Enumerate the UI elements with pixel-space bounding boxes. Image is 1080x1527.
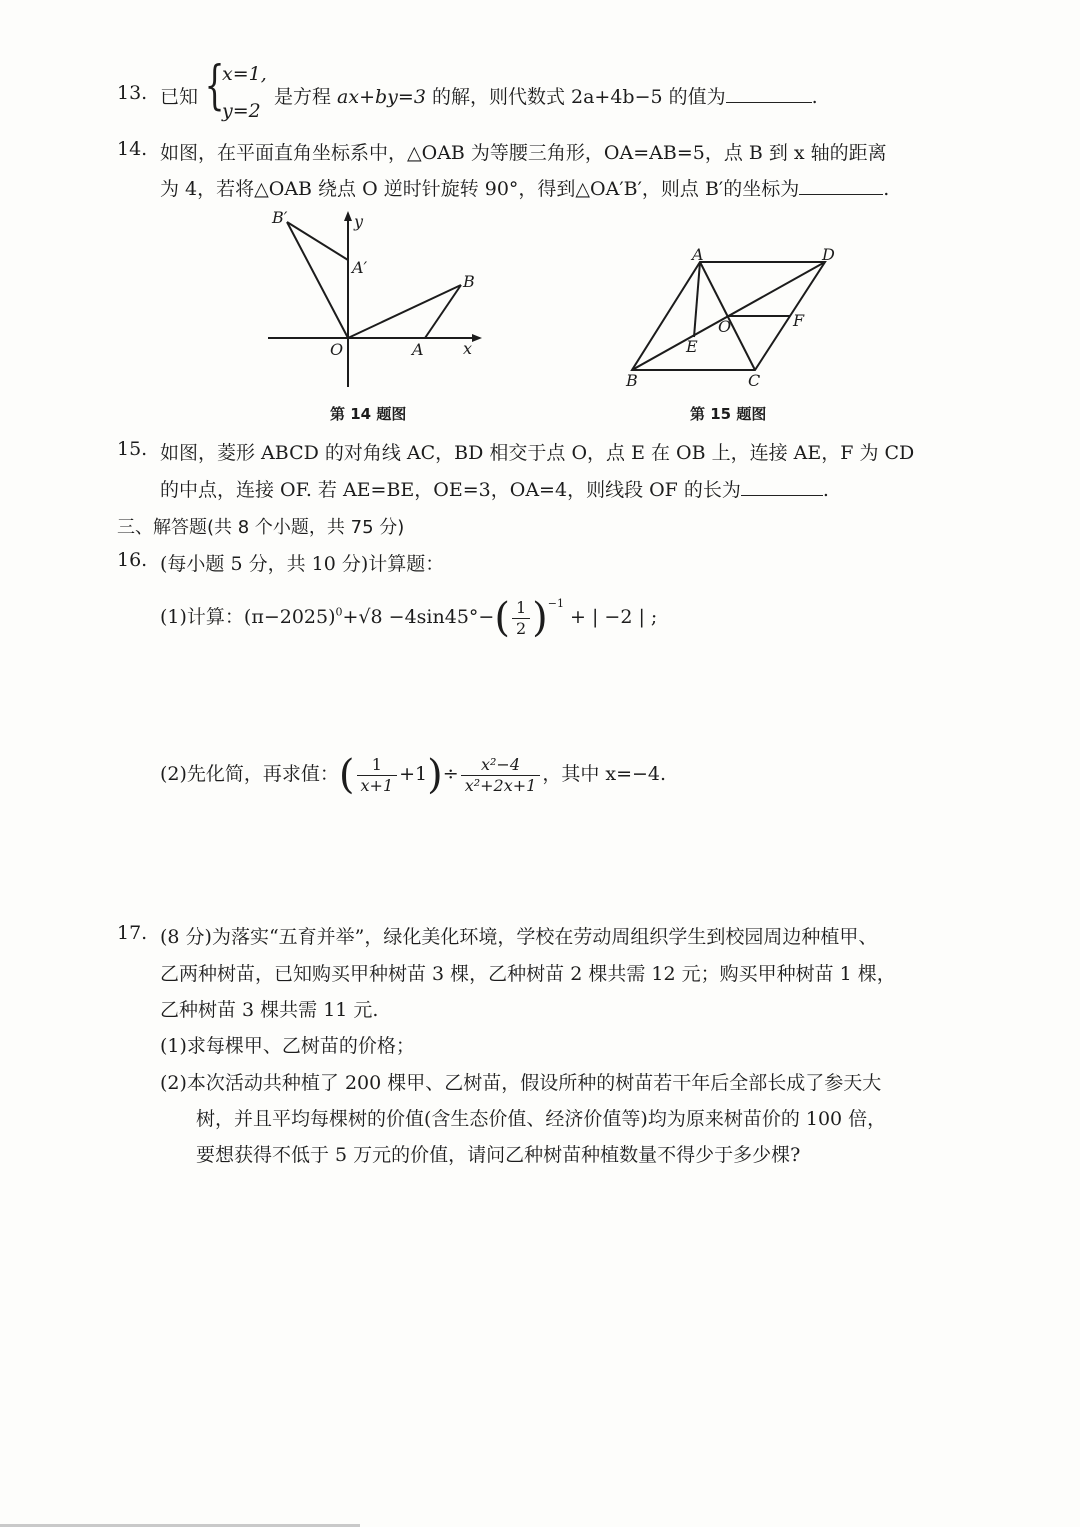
q13-body <box>274 82 818 109</box>
fig14-label-y: y <box>354 212 364 231</box>
q15-end: . <box>822 479 829 501</box>
q13-eq2: y=2 <box>222 100 261 122</box>
fig14-x-arrow <box>472 334 482 342</box>
q16-p2-div: ÷ <box>442 763 459 785</box>
fig15-segment-ae <box>694 262 700 337</box>
q13-number: 13. <box>117 82 148 104</box>
q16-p2-f1-den: x+1 <box>360 775 394 795</box>
fig14-caption: 第 14 题图 <box>330 405 407 423</box>
fig14-label-x: x <box>463 339 473 358</box>
q17-line2: 乙两种树苗，已知购买甲种树苗 3 棵，乙种树苗 2 棵共需 12 元；购买甲种树苗 1 棵， <box>160 963 896 985</box>
q16-p1-fraction <box>512 598 530 639</box>
q15-answer-blank <box>741 476 823 496</box>
q15-line2-wrap <box>160 475 829 502</box>
q14-end: . <box>883 178 890 200</box>
q13-answer-blank <box>726 83 812 103</box>
figure-15 <box>620 240 850 390</box>
fig15-label-b: B <box>626 371 638 390</box>
fig14-segment-ob-prime <box>287 222 348 338</box>
q17-number: 17. <box>117 922 148 944</box>
q16-p2-f2-num: x²−4 <box>461 755 541 776</box>
q16-number: 16. <box>117 549 148 571</box>
q16-p1-prefix: (1)计算：(π−2025) <box>160 606 336 628</box>
fig14-label-a-prime: A′ <box>352 258 368 277</box>
q15-line2: 的中点，连接 OF. 若 AE=BE，OE=3，OA=4，则线段 OF 的长为 <box>160 479 741 501</box>
q14-line2: 为 4，若将△OAB 绕点 O 逆时针旋转 90°，得到△OA′B′，则点 B′的坐标为 <box>160 178 800 200</box>
q16-p2-f2-den: x²+2x+1 <box>464 775 537 795</box>
q16-p2-fraction1 <box>357 755 398 796</box>
q16-p1-mid: +√8 −4sin45°− <box>342 606 495 628</box>
section-3-heading: 三、解答题(共 8 个小题，共 75 分) <box>117 517 405 538</box>
q16-p1-num: 1 <box>512 598 530 619</box>
q13-text-a: 是方程 <box>274 86 338 108</box>
q16-p1-exp: −1 <box>547 597 564 610</box>
q13-eq1: x=1, <box>222 63 267 85</box>
fig15-label-a: A <box>692 245 704 264</box>
fig14-label-b: B <box>463 272 475 291</box>
q16-intro: (每小题 5 分，共 10 分)计算题： <box>160 553 445 575</box>
q16-p1-exp0: 0 <box>335 605 343 619</box>
q16-part1: (1)计算：$(\pi-2025)^0+√8 -4\sin 45^\circ-$( $\frac{1}{2}$ )$^{-1}$ + | −2 | ; <box>160 595 658 641</box>
figure-14 <box>260 205 490 395</box>
q14-number: 14. <box>117 138 148 160</box>
fig15-label-f: F <box>793 311 805 330</box>
fig15-label-d: D <box>822 245 835 264</box>
q14-line1: 如图，在平面直角坐标系中，△OAB 为等腰三角形，OA=AB=5，点 B 到 x 轴的距离 <box>160 142 887 164</box>
q14-line2-wrap <box>160 174 889 201</box>
q13-end: . <box>811 86 818 108</box>
fig15-label-c: C <box>748 371 761 390</box>
q17-part2-line3: 要想获得不低于 5 万元的价值，请问乙种树苗种植数量不得少于多少棵? <box>196 1144 801 1166</box>
q13-brace: { <box>204 56 225 116</box>
q17-line1: (8 分)为落实“五育并举”，绿化美化环境，学校在劳动周组织学生到校园周边种植甲、 <box>160 926 878 948</box>
q17-part2-line2: 树，并且平均每棵树的价值(含生态价值、经济价值等)均为原来树苗价的 100 倍， <box>196 1108 887 1130</box>
fig15-label-o: O <box>718 317 732 336</box>
q13-lead: 已知 <box>160 86 199 108</box>
q16-p2-fraction2 <box>461 755 541 796</box>
fig14-label-o: O <box>330 340 344 359</box>
q16-p1-den: 2 <box>515 618 527 638</box>
fig14-label-a: A <box>412 340 424 359</box>
q17-line3: 乙种树苗 3 棵共需 11 元. <box>160 999 379 1021</box>
fig14-label-b-prime: B′ <box>272 208 288 227</box>
q13-equation: ax+by=3 <box>337 86 426 108</box>
q15-line1: 如图，菱形 ABCD 的对角线 AC，BD 相交于点 O，点 E 在 OB 上，连接 AE，F 为 CD <box>160 442 915 464</box>
q16-p2-tail: ，其中 x=−4. <box>542 763 667 785</box>
q13-text-b: 的解，则代数式 2a+4b−5 的值为 <box>425 86 726 108</box>
q14-answer-blank <box>799 175 883 195</box>
fig15-caption: 第 15 题图 <box>690 405 767 423</box>
fig15-label-e: E <box>686 337 698 356</box>
fig14-y-arrow <box>344 211 352 221</box>
q16-p2-prefix: (2)先化简，再求值： <box>160 763 339 785</box>
q15-number: 15. <box>117 438 148 460</box>
q16-p1-tail: + | −2 | ; <box>570 606 658 628</box>
q16-p2-f1-num: 1 <box>357 755 398 776</box>
q17-part1: (1)求每棵甲、乙树苗的价格； <box>160 1035 415 1057</box>
q16-part2: (2)先化简，再求值：( $\frac{1}{x+1}$ +1)÷ $\frac{\text{x²−4}}{\text{x²+2x+1}}$ ，其中 x=−4. <box>160 752 667 798</box>
q16-p2-plus: +1 <box>399 763 428 785</box>
q17-part2-line1: (2)本次活动共种植了 200 棵甲、乙树苗，假设所种的树苗若干年后全部长成了参天大 <box>160 1072 882 1094</box>
